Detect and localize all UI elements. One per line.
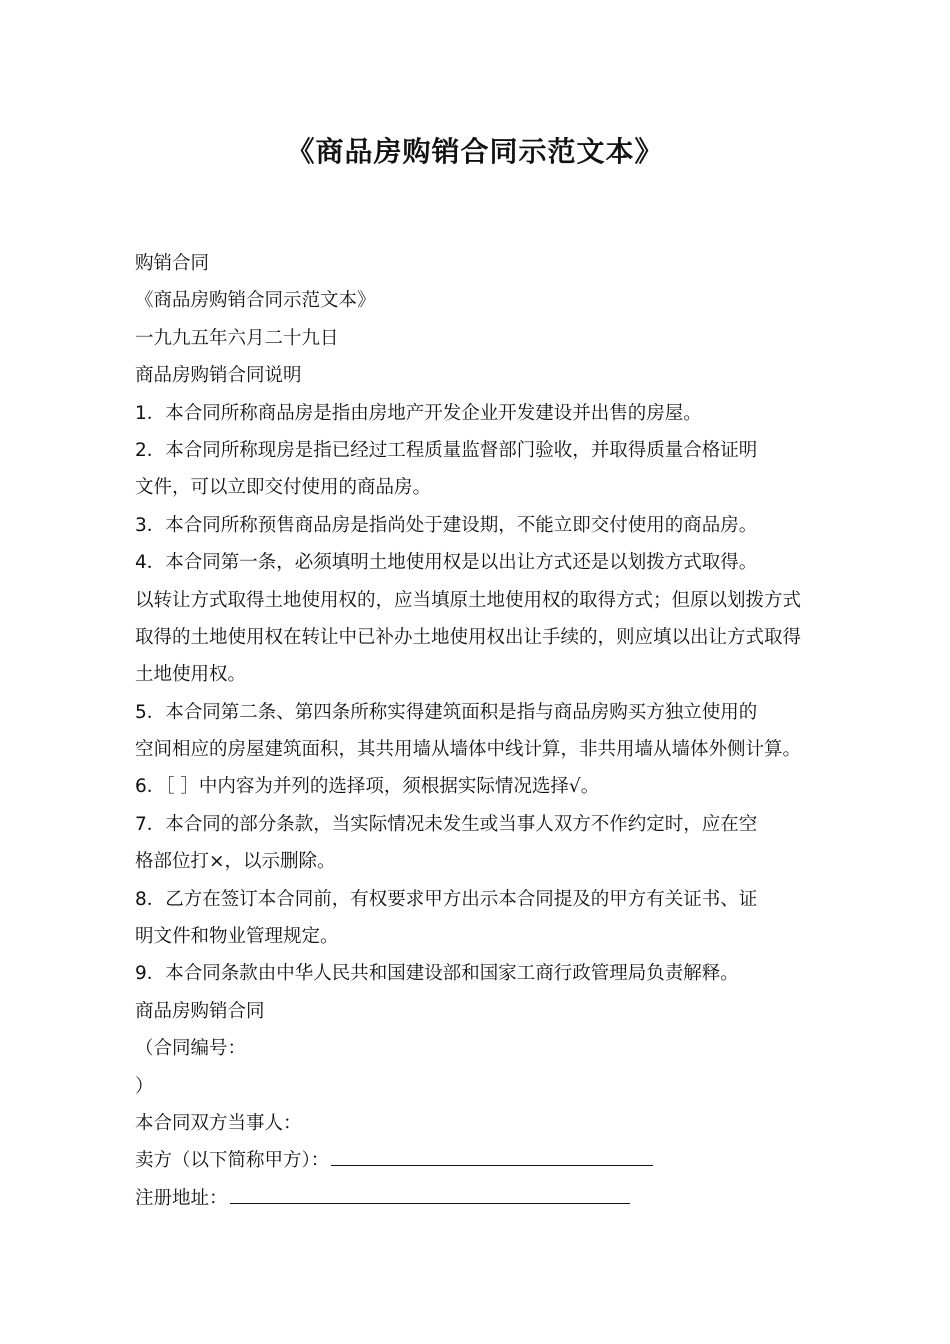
text-line: 文件，可以立即交付使用的商品房。	[135, 477, 432, 499]
text-line: 空间相应的房屋建筑面积，其共用墙从墙体中线计算，非共用墙从墙体外侧计算。	[135, 739, 802, 761]
seller-label: 卖方（以下简称甲方）：	[135, 1150, 330, 1172]
text-line: 商品房购销合同	[135, 1000, 265, 1022]
text-line: 5．本合同第二条、第四条所称实得建筑面积是指与商品房购买方独立使用的	[135, 701, 758, 723]
text-line: 明文件和物业管理规定。	[135, 926, 339, 948]
text-line: 8．乙方在签订本合同前，有权要求甲方出示本合同提及的甲方有关证书、证	[135, 888, 758, 910]
text-line: 一九九五年六月二十九日	[135, 327, 339, 349]
text-line: 以转让方式取得土地使用权的，应当填原土地使用权的取得方式；但原以划拨方式	[135, 589, 802, 611]
document-body	[135, 245, 835, 1217]
text-line: 7．本合同的部分条款，当实际情况未发生或当事人双方不作约定时，应在空	[135, 813, 758, 835]
address-line	[135, 1180, 835, 1217]
text-line: 格部位打×，以示删除。	[135, 851, 336, 873]
text-line: 《商品房购销合同示范文本》	[135, 290, 376, 312]
text-line: 取得的土地使用权在转让中已补办土地使用权出让手续的，则应填以出让方式取得	[135, 626, 802, 648]
text-line: 土地使用权。	[135, 664, 247, 686]
document-title: 《商品房购销合同示范文本》	[286, 135, 664, 168]
text-line: 购销合同	[135, 253, 210, 274]
address-label: 注册地址：	[135, 1187, 228, 1209]
text-line: 商品房购销合同说明	[135, 365, 302, 387]
text-line: 2．本合同所称现房是指已经过工程质量监督部门验收，并取得质量合格证明	[135, 439, 758, 461]
text-line: 9．本合同条款由中华人民共和国建设部和国家工商行政管理局负责解释。	[135, 963, 739, 985]
text-line: 6．［ ］中内容为并列的选择项，须根据实际情况选择√。	[135, 776, 600, 798]
seller-line	[135, 1142, 835, 1179]
text-line: （合同编号：	[135, 1038, 247, 1060]
text-line: 本合同双方当事人：	[135, 1112, 302, 1134]
seller-blank-field[interactable]	[331, 1145, 653, 1166]
address-blank-field[interactable]	[230, 1183, 630, 1204]
text-line: 1．本合同所称商品房是指由房地产开发企业开发建设并出售的房屋。	[135, 402, 702, 424]
text-line: 3．本合同所称预售商品房是指尚处于建设期，不能立即交付使用的商品房。	[135, 514, 758, 536]
text-line: 4．本合同第一条，必须填明土地使用权是以出让方式还是以划拨方式取得。	[135, 552, 758, 574]
text-line: ）	[135, 1075, 154, 1097]
